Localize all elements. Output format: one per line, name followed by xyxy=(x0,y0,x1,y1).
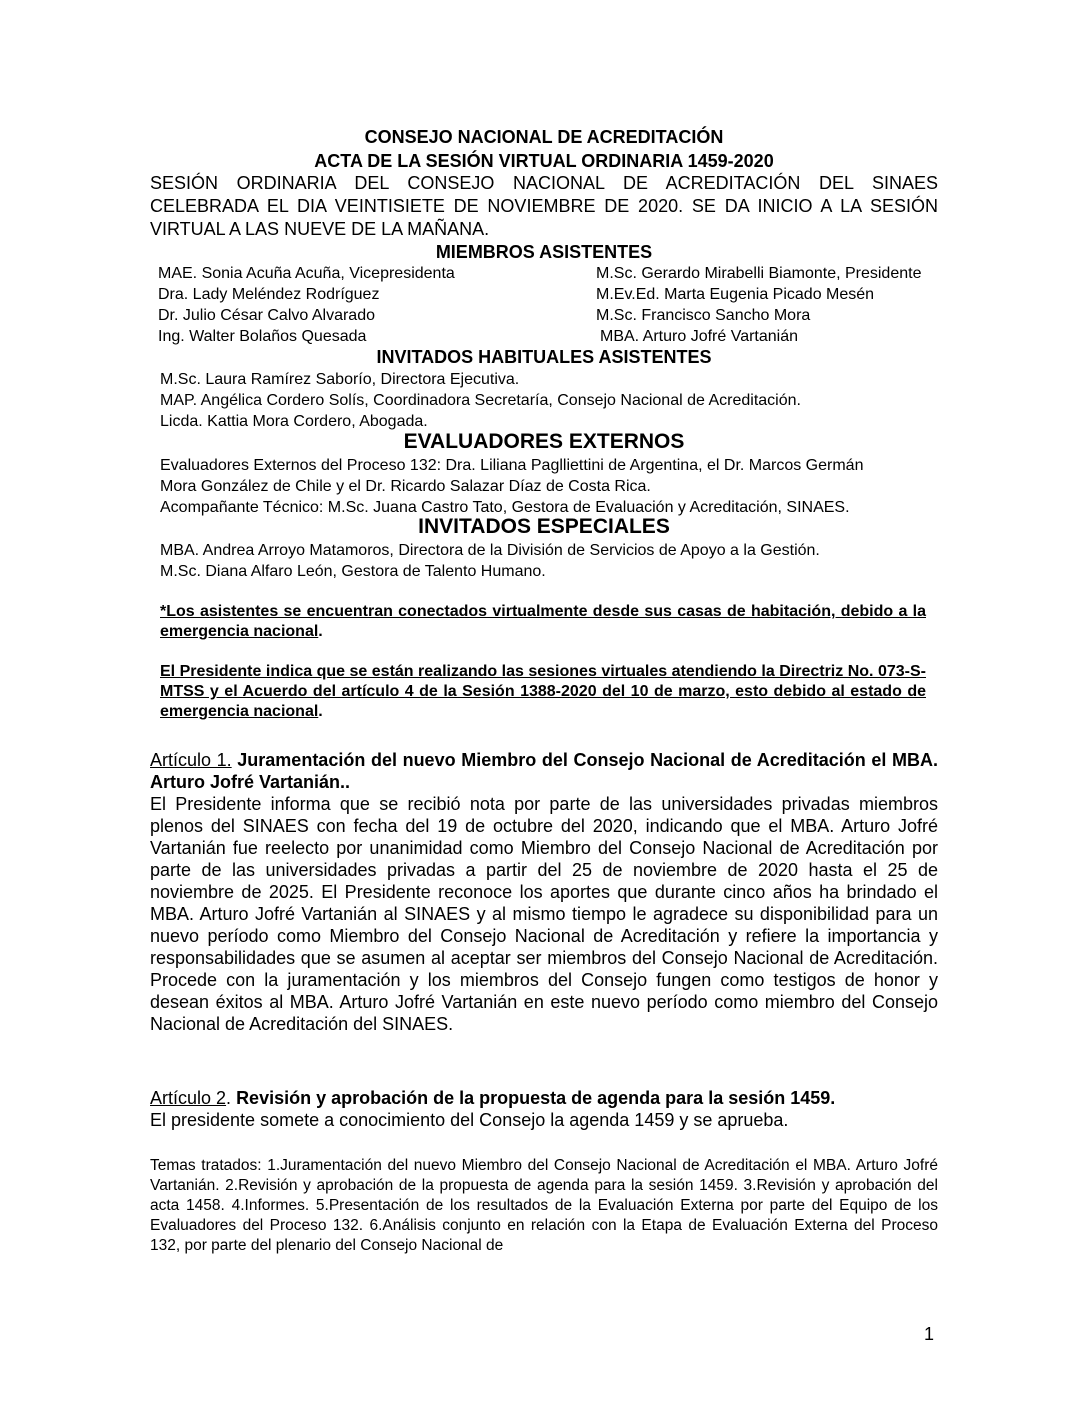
evaluadores-heading: EVALUADORES EXTERNOS xyxy=(403,430,685,453)
notice-period: . xyxy=(318,703,323,720)
miembro-name: Ing. Walter Bolaños Quesada xyxy=(158,328,367,345)
invitados-habituales-heading: INVITADOS HABITUALES ASISTENTES xyxy=(376,347,712,367)
list-item: M.Sc. Laura Ramírez Saborío, Directora Ejecutiva. xyxy=(160,371,520,388)
miembros-row xyxy=(158,284,966,305)
articulo-label: Artículo 2 xyxy=(150,1088,227,1108)
list-item: MAP. Angélica Cordero Solís, Coordinadora Secretaría, Consejo Nacional de Acreditación. xyxy=(160,392,801,409)
list-item: Evaluadores Externos del Proceso 132: Dra. Liliana Paglliettini de Argentina, el Dr. Marcos Germán xyxy=(160,457,864,474)
invitados-especiales-list xyxy=(160,540,960,582)
list-item: Licda. Kattia Mora Cordero, Abogada. xyxy=(160,413,428,430)
temas-tratados: Temas tratados: 1.Juramentación del nuevo Miembro del Consejo Nacional de Acreditación el MBA. Arturo Jofré Vartanián. 2.Revisión y aprobación de la propuesta de agenda para la sesión 1459. 3.Revisión y aprobación del acta 1458. 4.Informes. 5.Presentación de los resultados de la Evaluación Externa por parte del Equipo de los Evaluadores del Proceso 132. 6.Análisis conjunto en relación con la Etapa de Evaluación Externa del Proceso 132, por parte del plenario del Consejo Nacional de xyxy=(150,1157,938,1254)
acta-title: ACTA DE LA SESIÓN VIRTUAL ORDINARIA 1459-2020 xyxy=(314,151,774,171)
articulo-label: Artículo 1. xyxy=(150,750,232,770)
articulo-2-body: El presidente somete a conocimiento del Consejo la agenda 1459 y se aprueba. xyxy=(150,1110,789,1130)
miembros-heading: MIEMBROS ASISTENTES xyxy=(435,242,653,262)
miembro-name: Dra. Lady Meléndez Rodríguez xyxy=(158,286,380,303)
articulo-2 xyxy=(150,1087,938,1131)
invitados-habituales-list xyxy=(160,369,960,432)
miembro-name: M.Sc. Gerardo Mirabelli Biamonte, Presidente xyxy=(596,265,922,282)
title-trailing-dot: . xyxy=(345,772,351,792)
list-item: Mora González de Chile y el Dr. Ricardo Salazar Díaz de Costa Rica. xyxy=(160,478,651,495)
miembro-name: M.Ev.Ed. Marta Eugenia Picado Mesén xyxy=(596,286,875,303)
articulo-title: Juramentación del nuevo Miembro del Consejo Nacional de Acreditación el MBA. Arturo Jofré Vartanián. xyxy=(150,750,938,792)
presidente-notice xyxy=(160,662,926,722)
miembros-row xyxy=(158,305,966,326)
session-intro: SESIÓN ORDINARIA DEL CONSEJO NACIONAL DE ACREDITACIÓN DEL SINAES CELEBRADA EL DIA VEINTISIETE DE NOVIEMBRE DE 2020. SE DA INICIO A LA SESIÓN VIRTUAL A LAS NUEVE DE LA MAÑANA. xyxy=(150,173,938,239)
notice-text: *Los asistentes se encuentran conectados virtualmente desde sus casas de habitación, debido a la emergencia nacional xyxy=(160,603,926,640)
miembro-name: Dr. Julio César Calvo Alvarado xyxy=(158,307,375,324)
articulo-sep: . xyxy=(226,1088,237,1108)
document-title: CONSEJO NACIONAL DE ACREDITACIÓN xyxy=(364,127,724,147)
invitados-especiales-heading: INVITADOS ESPECIALES xyxy=(418,515,670,538)
list-item: MBA. Andrea Arroyo Matamoros, Directora de la División de Servicios de Apoyo a la Gestión. xyxy=(160,542,820,559)
miembro-name: M.Sc. Francisco Sancho Mora xyxy=(596,307,811,324)
articulo-2-heading xyxy=(150,1087,938,1109)
miembro-name: MBA. Arturo Jofré Vartanián xyxy=(600,328,799,345)
notice-period: . xyxy=(318,623,323,640)
list-item: Acompañante Técnico: M.Sc. Juana Castro Tato, Gestora de Evaluación y Acreditación, SINAES. xyxy=(160,499,850,516)
page-number: 1 xyxy=(924,1324,935,1344)
evaluadores-list xyxy=(160,455,960,518)
list-item: M.Sc. Diana Alfaro León, Gestora de Talento Humano. xyxy=(160,563,546,580)
articulo-1-body: El Presidente informa que se recibió nota por parte de las universidades privadas miembros plenos del SINAES con fecha del 19 de octubre del 2020, indicando que el MBA. Arturo Jofré Vartanián fue reelecto por unanimidad como Miembro del Consejo Nacional de Acreditación por parte de las universidades privadas a partir del 25 de noviembre de 2020 hasta el 25 de noviembre de 2025. El Presidente reconoce los aportes que durante cinco años ha brindado el MBA. Arturo Jofré Vartanián al SINAES y al mismo tiempo le agradece su disponibilidad para un nuevo período como Miembro del Consejo Nacional de Acreditación y refiere la importancia y responsabilidades que se asumen al aceptar ser miembros del Consejo Nacional de Acreditación. Procede con la juramentación y los miembros del Consejo fungen como testigos de honor y desean éxitos al MBA. Arturo Jofré Vartanián en este nuevo período como miembro del Consejo Nacional de Acreditación del SINAES. xyxy=(150,794,938,1034)
notice-text: El Presidente indica que se están realizando las sesiones virtuales atendiendo la Directriz No. 073-S-MTSS y el Acuerdo del artículo 4 de la Sesión 1388-2020 del 10 de marzo, esto debido al estado de emergencia nacional xyxy=(160,663,926,720)
articulo-title: Revisión y aprobación de la propuesta de agenda para la sesión 1459. xyxy=(236,1088,836,1108)
miembros-list xyxy=(158,263,966,347)
miembros-row xyxy=(158,326,966,347)
articulo-1-heading xyxy=(150,749,938,793)
articulo-1 xyxy=(150,749,938,1035)
miembros-row xyxy=(158,263,966,284)
miembro-name: MAE. Sonia Acuña Acuña, Vicepresidenta xyxy=(158,265,455,282)
virtual-notice xyxy=(160,602,926,642)
